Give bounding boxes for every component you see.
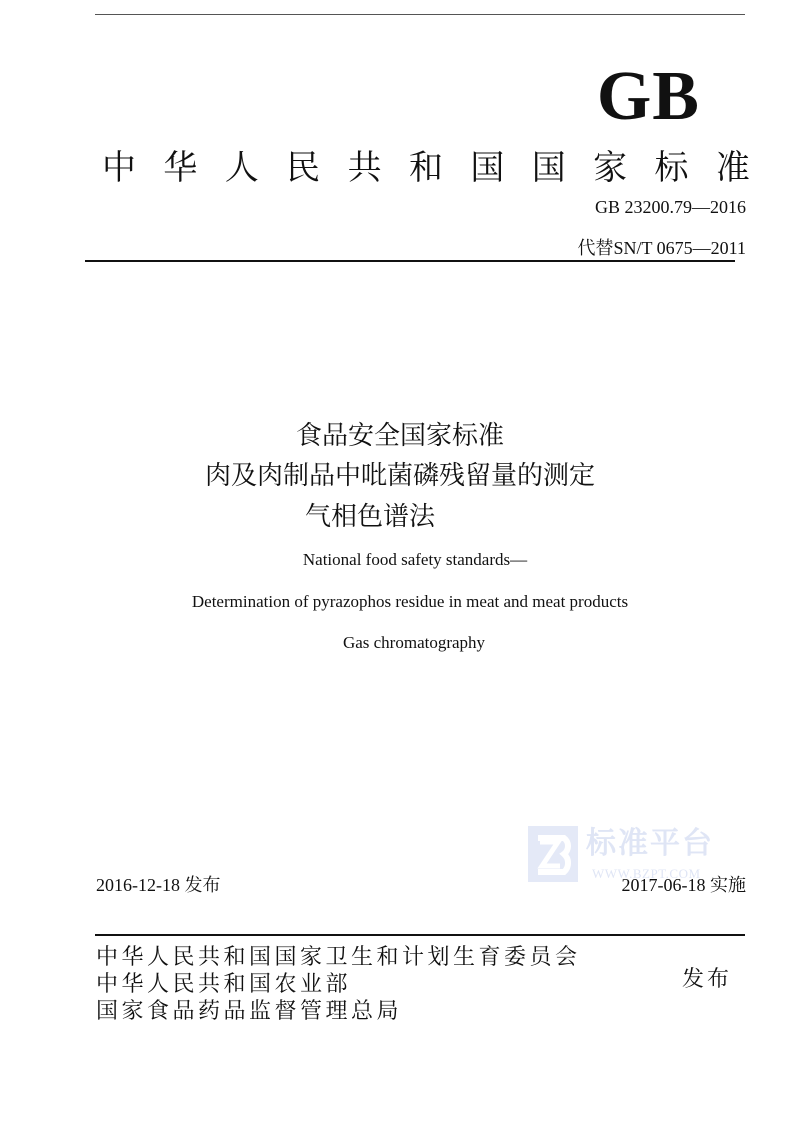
issue-date: 2016-12-18 发布 <box>96 875 221 895</box>
title-en-line-3: Gas chromatography <box>342 633 486 652</box>
standard-number: GB 23200.79—2016 <box>594 197 746 217</box>
title-char: 准 <box>715 148 750 188</box>
header-rule <box>85 260 735 262</box>
issuer-3: 国家食品药品监督管理总局 <box>96 999 403 1024</box>
title-en-line-1: National food safety standards— <box>302 550 528 569</box>
issuer-1: 中华人民共和国国家卫生和计划生育委员会 <box>96 945 581 970</box>
title-char: 华 <box>163 148 198 188</box>
issuer-2: 中华人民共和国农业部 <box>96 972 352 997</box>
title-char: 国 <box>470 148 505 188</box>
title-en-line-2: Determination of pyrazophos residue in meat and meat products <box>191 592 629 611</box>
implementation-date: 2017-06-18 实施 <box>621 875 746 895</box>
title-char: 共 <box>347 148 382 188</box>
title-char: 中 <box>102 148 136 188</box>
title-char: 家 <box>593 148 628 188</box>
title-char: 人 <box>224 148 259 188</box>
gb-logo: GB <box>596 58 700 135</box>
country-standard-title <box>70 148 750 188</box>
title-char: 标 <box>654 148 689 188</box>
title-cn-line-3: 气相色谱法 <box>304 502 435 532</box>
bzpt-logo-icon <box>528 826 578 882</box>
issue-action-label: 发布 <box>681 967 732 992</box>
top-rule <box>95 14 745 15</box>
watermark-url: WWW.BZPT.COM <box>592 866 701 881</box>
title-cn-line-1: 食品安全国家标准 <box>295 421 504 451</box>
replaces-standard: 代替SN/T 0675—2011 <box>577 238 746 258</box>
title-char: 和 <box>408 148 443 188</box>
watermark-brand: 标准平台 <box>586 826 714 861</box>
title-cn-line-2: 肉及肉制品中吡菌磷残留量的测定 <box>204 461 595 491</box>
footer-rule <box>95 934 745 936</box>
title-char: 国 <box>531 148 566 188</box>
title-char: 民 <box>286 148 321 188</box>
